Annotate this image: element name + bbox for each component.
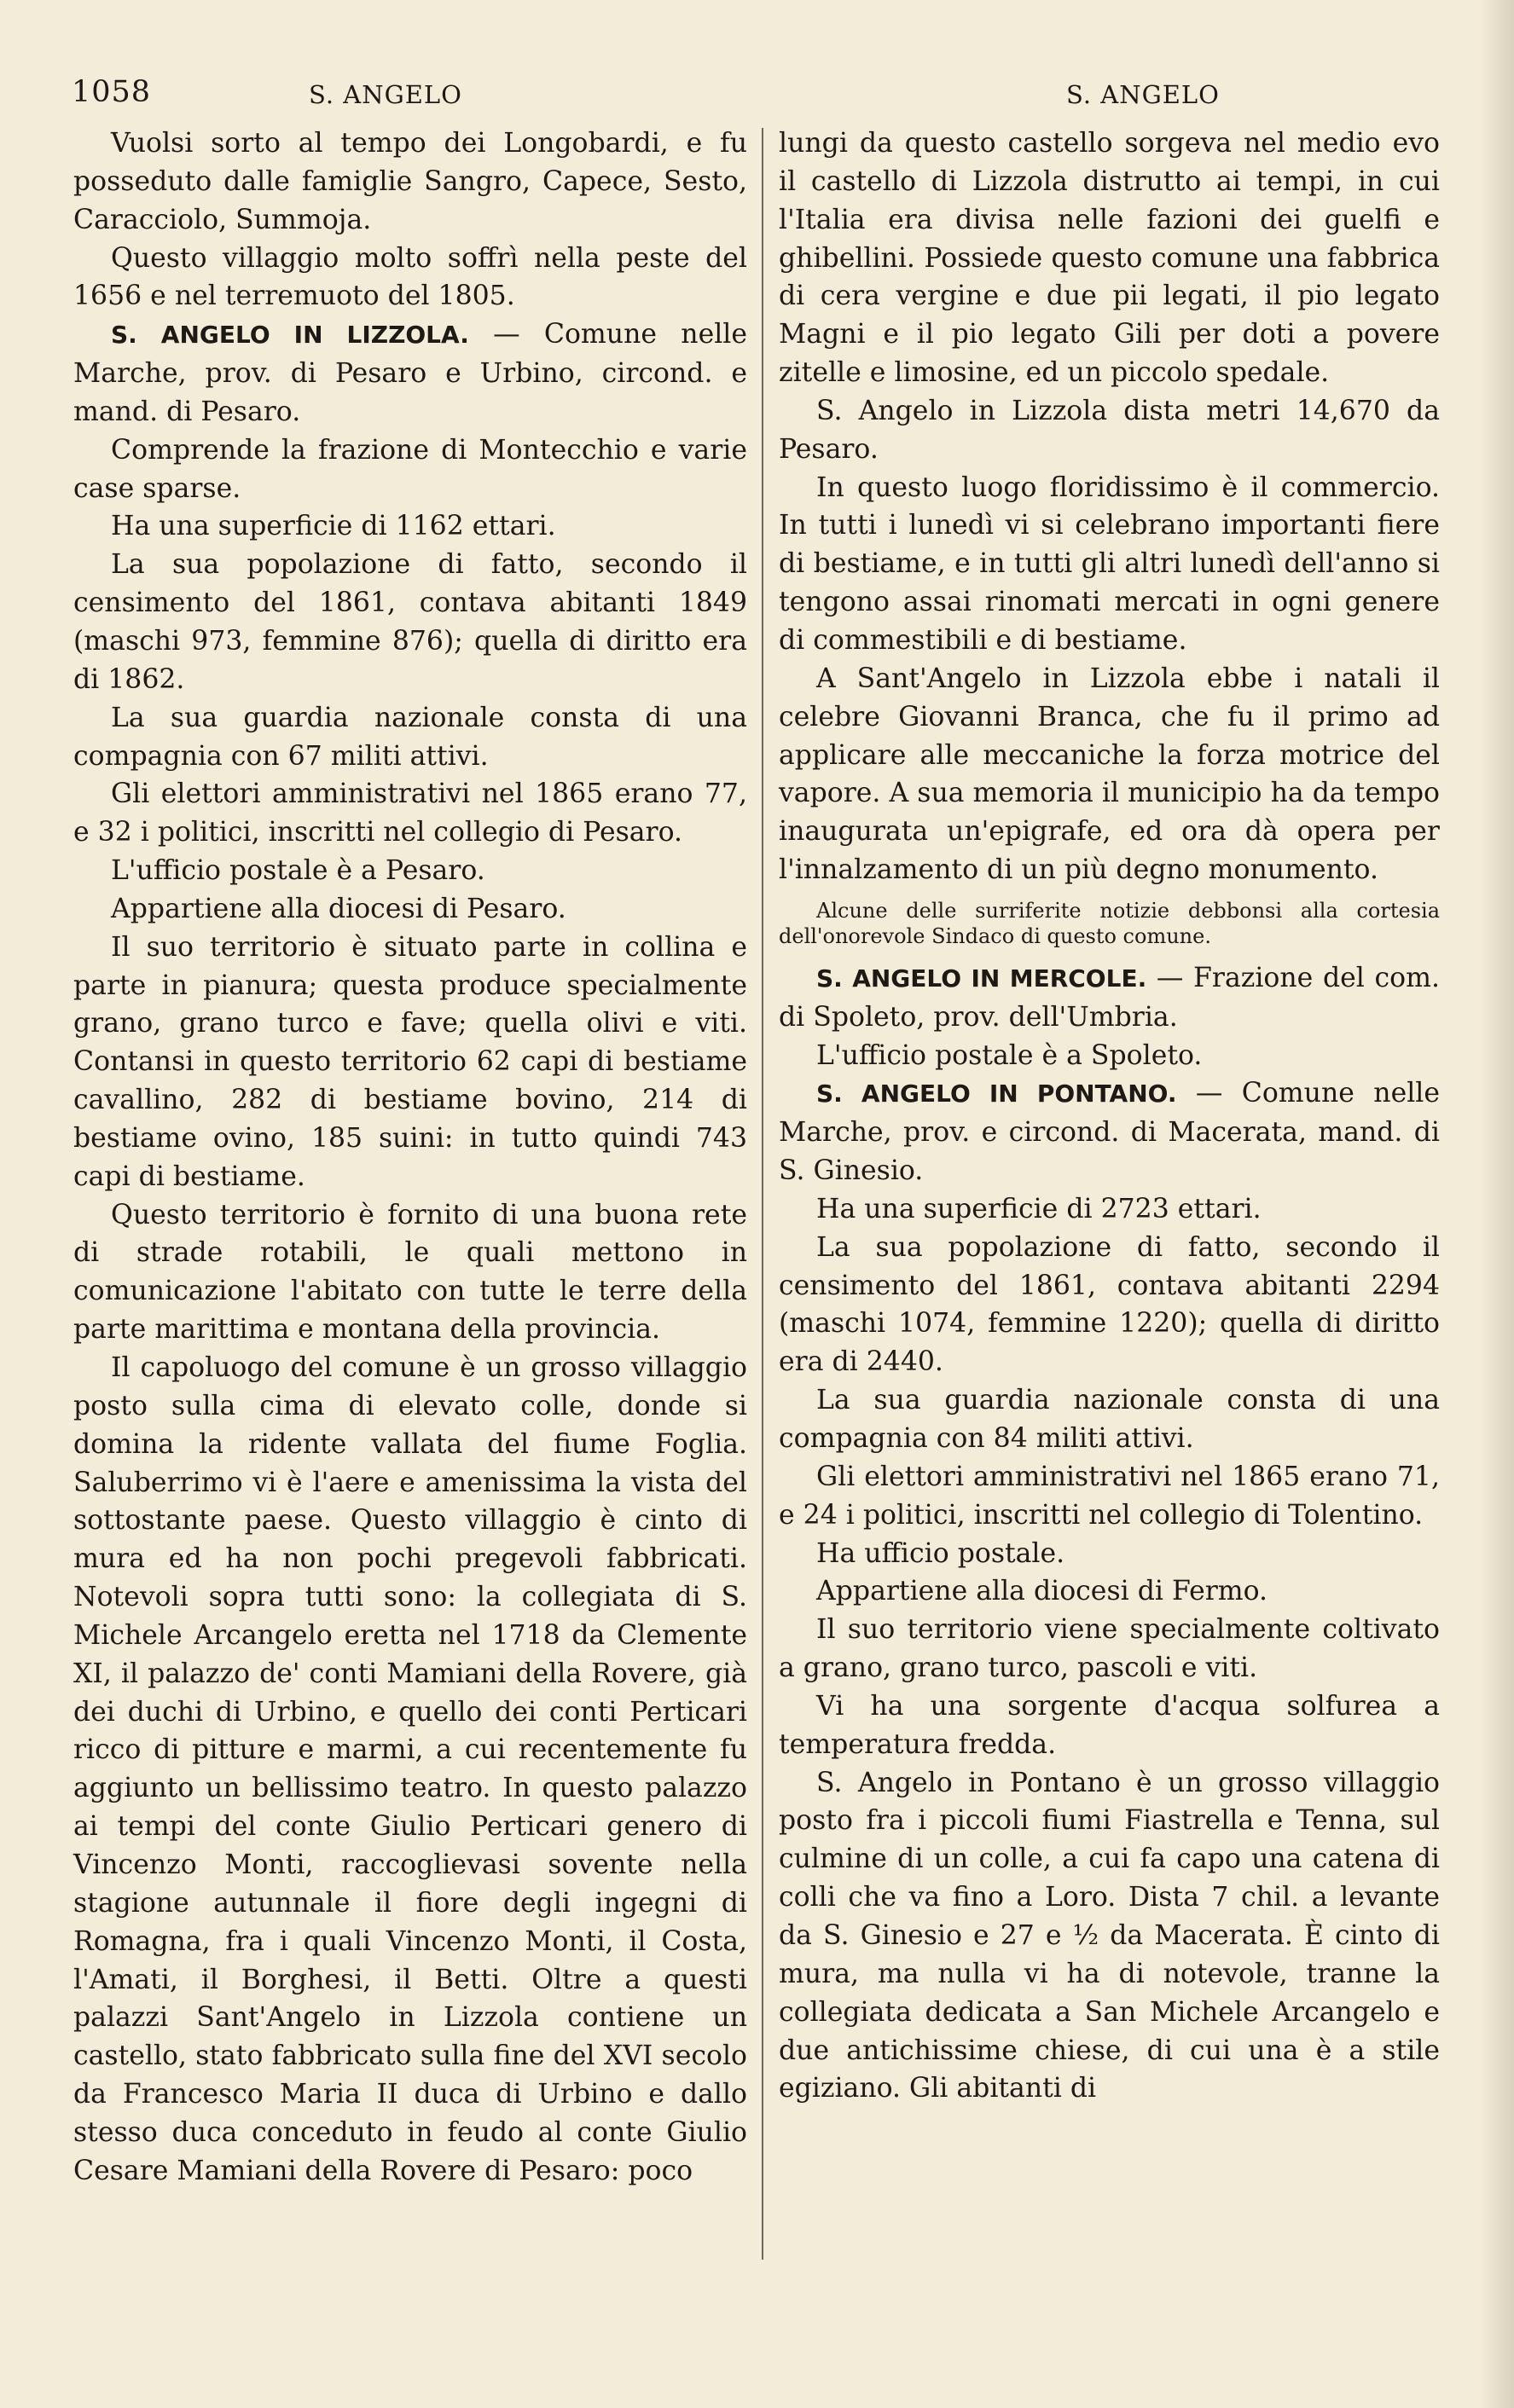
paragraph: Comprende la frazione di Montecchio e varie case sparse.: [73, 434, 747, 504]
entry-text: — Comune nelle Marche, prov. di Pesaro e Urbino, circond. e mand. di Pesaro.: [73, 319, 747, 427]
paragraph: lungi da questo castello sorgeva nel medio evo il castello di Lizzola distrutto ai tempi, in cui l'Italia era divisa nelle fazioni dei guelfi e ghibellini. Possiede questo comune una fabbrica di cera vergine e due pii legati, il pio legato Magni e il pio legato Gili per doti a povere zitelle e limosine, ed un piccolo spedale.: [779, 128, 1440, 389]
running-head-right: S. ANGELO: [1066, 80, 1220, 109]
paragraph: La sua popolazione di fatto, secondo il censimento del 1861, contava abitanti 1849 (maschi 973, femmine 876); quella di diritto era di 1862.: [73, 549, 747, 695]
paragraph: S. Angelo in Pontano è un grosso villaggio posto fra i piccoli fiumi Fiastrella e Tenna, sul culmine di un colle, a cui fa capo una catena di colli che va fino a Loro. Dista 7 chil. a levante da S. Ginesio e 27 e ½ da Macerata. È cinto di mura, ma nulla vi ha di notevole, tranne la collegiata dedicata a San Michele Arcangelo e due antichissime chiese, di cui una è a stile egiziano. Gli abitanti di: [779, 1767, 1440, 2104]
paragraph: [73, 315, 747, 431]
paragraph: Ha una superficie di 2723 ettari.: [816, 1193, 1262, 1224]
paragraph: Il capoluogo del comune è un grosso villaggio posto sulla cima di elevato colle, donde si domina la ridente vallata del fiume Foglia. Saluberrimo vi è l'aere e amenissima la vista del sottostante paese. Questo villaggio è cinto di mura ed ha non pochi pregevoli fabbricati. Notevoli sopra tutti sono: la collegiata di S. Michele Arcangelo eretta nel 1718 da Clemente XI, il palazzo de' conti Mamiani della Rovere, già dei duchi di Urbino, e quello dei conti Perticari ricco di pitture e marmi, a cui recentemente fu aggiunto un bellissimo teatro. In questo palazzo ai tempi del conte Giulio Perticari genero di Vincenzo Monti, raccoglievasi sovente nella stagione autunnale il fiore degli ingegni di Romagna, fra i quali Vincenzo Monti, il Costa, l'Amati, il Borghesi, il Betti. Oltre a questi palazzi Sant'Angelo in Lizzola contiene un castello, stato fabbricato sulla fine del XVI secolo da Francesco Maria II duca di Urbino e dallo stesso duca conceduto in feudo al conte Giulio Cesare Mamiani della Rovere di Pesaro: poco: [73, 1352, 747, 2186]
column-divider: [762, 128, 763, 2260]
paragraph: Questo territorio è fornito di una buona rete di strade rotabili, le quali mettono in comunicazione l'abitato con tutte le terre della parte marittima e montana della provincia.: [73, 1199, 747, 1346]
paragraph: Ha una superficie di 1162 ettari.: [111, 511, 556, 542]
entry-heading: S. ANGELO IN LIZZOLA.: [111, 321, 469, 350]
left-column: [73, 124, 747, 2191]
paragraph: Gli elettori amministrativi nel 1865 erano 77, e 32 i politici, inscritti nel collegio di Pesaro.: [73, 779, 747, 848]
page-edge-shadow: [1480, 0, 1514, 2408]
entry-heading: S. ANGELO IN PONTANO.: [816, 1080, 1177, 1108]
entry-text: — Frazione del com. di Spoleto, prov. dell'Umbria.: [779, 962, 1440, 1033]
paragraph: Vi ha una sorgente d'acqua solfurea a temperatura fredda.: [779, 1690, 1440, 1760]
paragraph: Ha ufficio postale.: [816, 1537, 1065, 1569]
paragraph: L'ufficio postale è a Pesaro.: [111, 855, 485, 887]
paragraph: La sua guardia nazionale consta di una compagnia con 84 militi attivi.: [779, 1385, 1440, 1454]
entry-heading: S. ANGELO IN MERCOLE.: [816, 964, 1147, 993]
entry-text: — Comune nelle Marche, prov. e circond. di Macerata, mand. di S. Ginesio.: [779, 1078, 1440, 1187]
paragraph: [779, 1074, 1440, 1190]
paragraph: In questo luogo floridissimo è il commercio. In tutti i lunedì vi si celebrano importanti fiere di bestiame, e in tutti gli altri lunedì dell'anno si tengono assai rinomati mercati in ogni genere di commestibili e di bestiame.: [779, 472, 1440, 656]
paragraph: Il suo territorio viene specialmente coltivato a grano, grano turco, pascoli e viti.: [779, 1614, 1440, 1684]
paragraph: La sua popolazione di fatto, secondo il censimento del 1861, contava abitanti 2294 (maschi 1074, femmine 1220); quella di diritto era di 2440.: [779, 1231, 1440, 1378]
paragraph: A Sant'Angelo in Lizzola ebbe i natali il celebre Giovanni Branca, che fu il primo ad applicare alle meccaniche la forza motrice del vapore. A sua memoria il municipio ha da tempo inaugurata un'epigrafe, ed ora dà opera per l'innalzamento di un più degno monumento.: [779, 663, 1440, 886]
paragraph: S. Angelo in Lizzola dista metri 14,670 da Pesaro.: [779, 395, 1440, 465]
paragraph: La sua guardia nazionale consta di una compagnia con 67 militi attivi.: [73, 702, 747, 772]
running-head-left: S. ANGELO: [309, 80, 462, 109]
paragraph: Alcune delle surriferite notizie debbonsi alla cortesia dell'onorevole Sindaco di questo comune.: [779, 898, 1440, 948]
paragraph: Appartiene alla diocesi di Pesaro.: [111, 893, 566, 924]
page-number: 1058: [72, 75, 152, 109]
paragraph: Vuolsi sorto al tempo dei Longobardi, e fu posseduto dalle famiglie Sangro, Capece, Sesto, Caracciolo, Summoja.: [73, 128, 747, 235]
paragraph: L'ufficio postale è a Spoleto.: [816, 1039, 1203, 1071]
right-column: [779, 124, 1440, 2108]
paragraph: Appartiene alla diocesi di Fermo.: [816, 1576, 1268, 1607]
paragraph: [779, 959, 1440, 1037]
paragraph: Questo villaggio molto soffrì nella peste del 1656 e nel terremuoto del 1805.: [73, 242, 747, 312]
paragraph: Il suo territorio è situato parte in collina e parte in pianura; questa produce specialmente grano, grano turco e fave; quella olivi e viti. Contansi in questo territorio 62 capi di bestiame cavallino, 282 di bestiame bovino, 214 di bestiame ovino, 185 suini: in tutto quindi 743 capi di bestiame.: [73, 931, 747, 1192]
paragraph: Gli elettori amministrativi nel 1865 erano 71, e 24 i politici, inscritti nel collegio di Tolentino.: [779, 1461, 1440, 1531]
